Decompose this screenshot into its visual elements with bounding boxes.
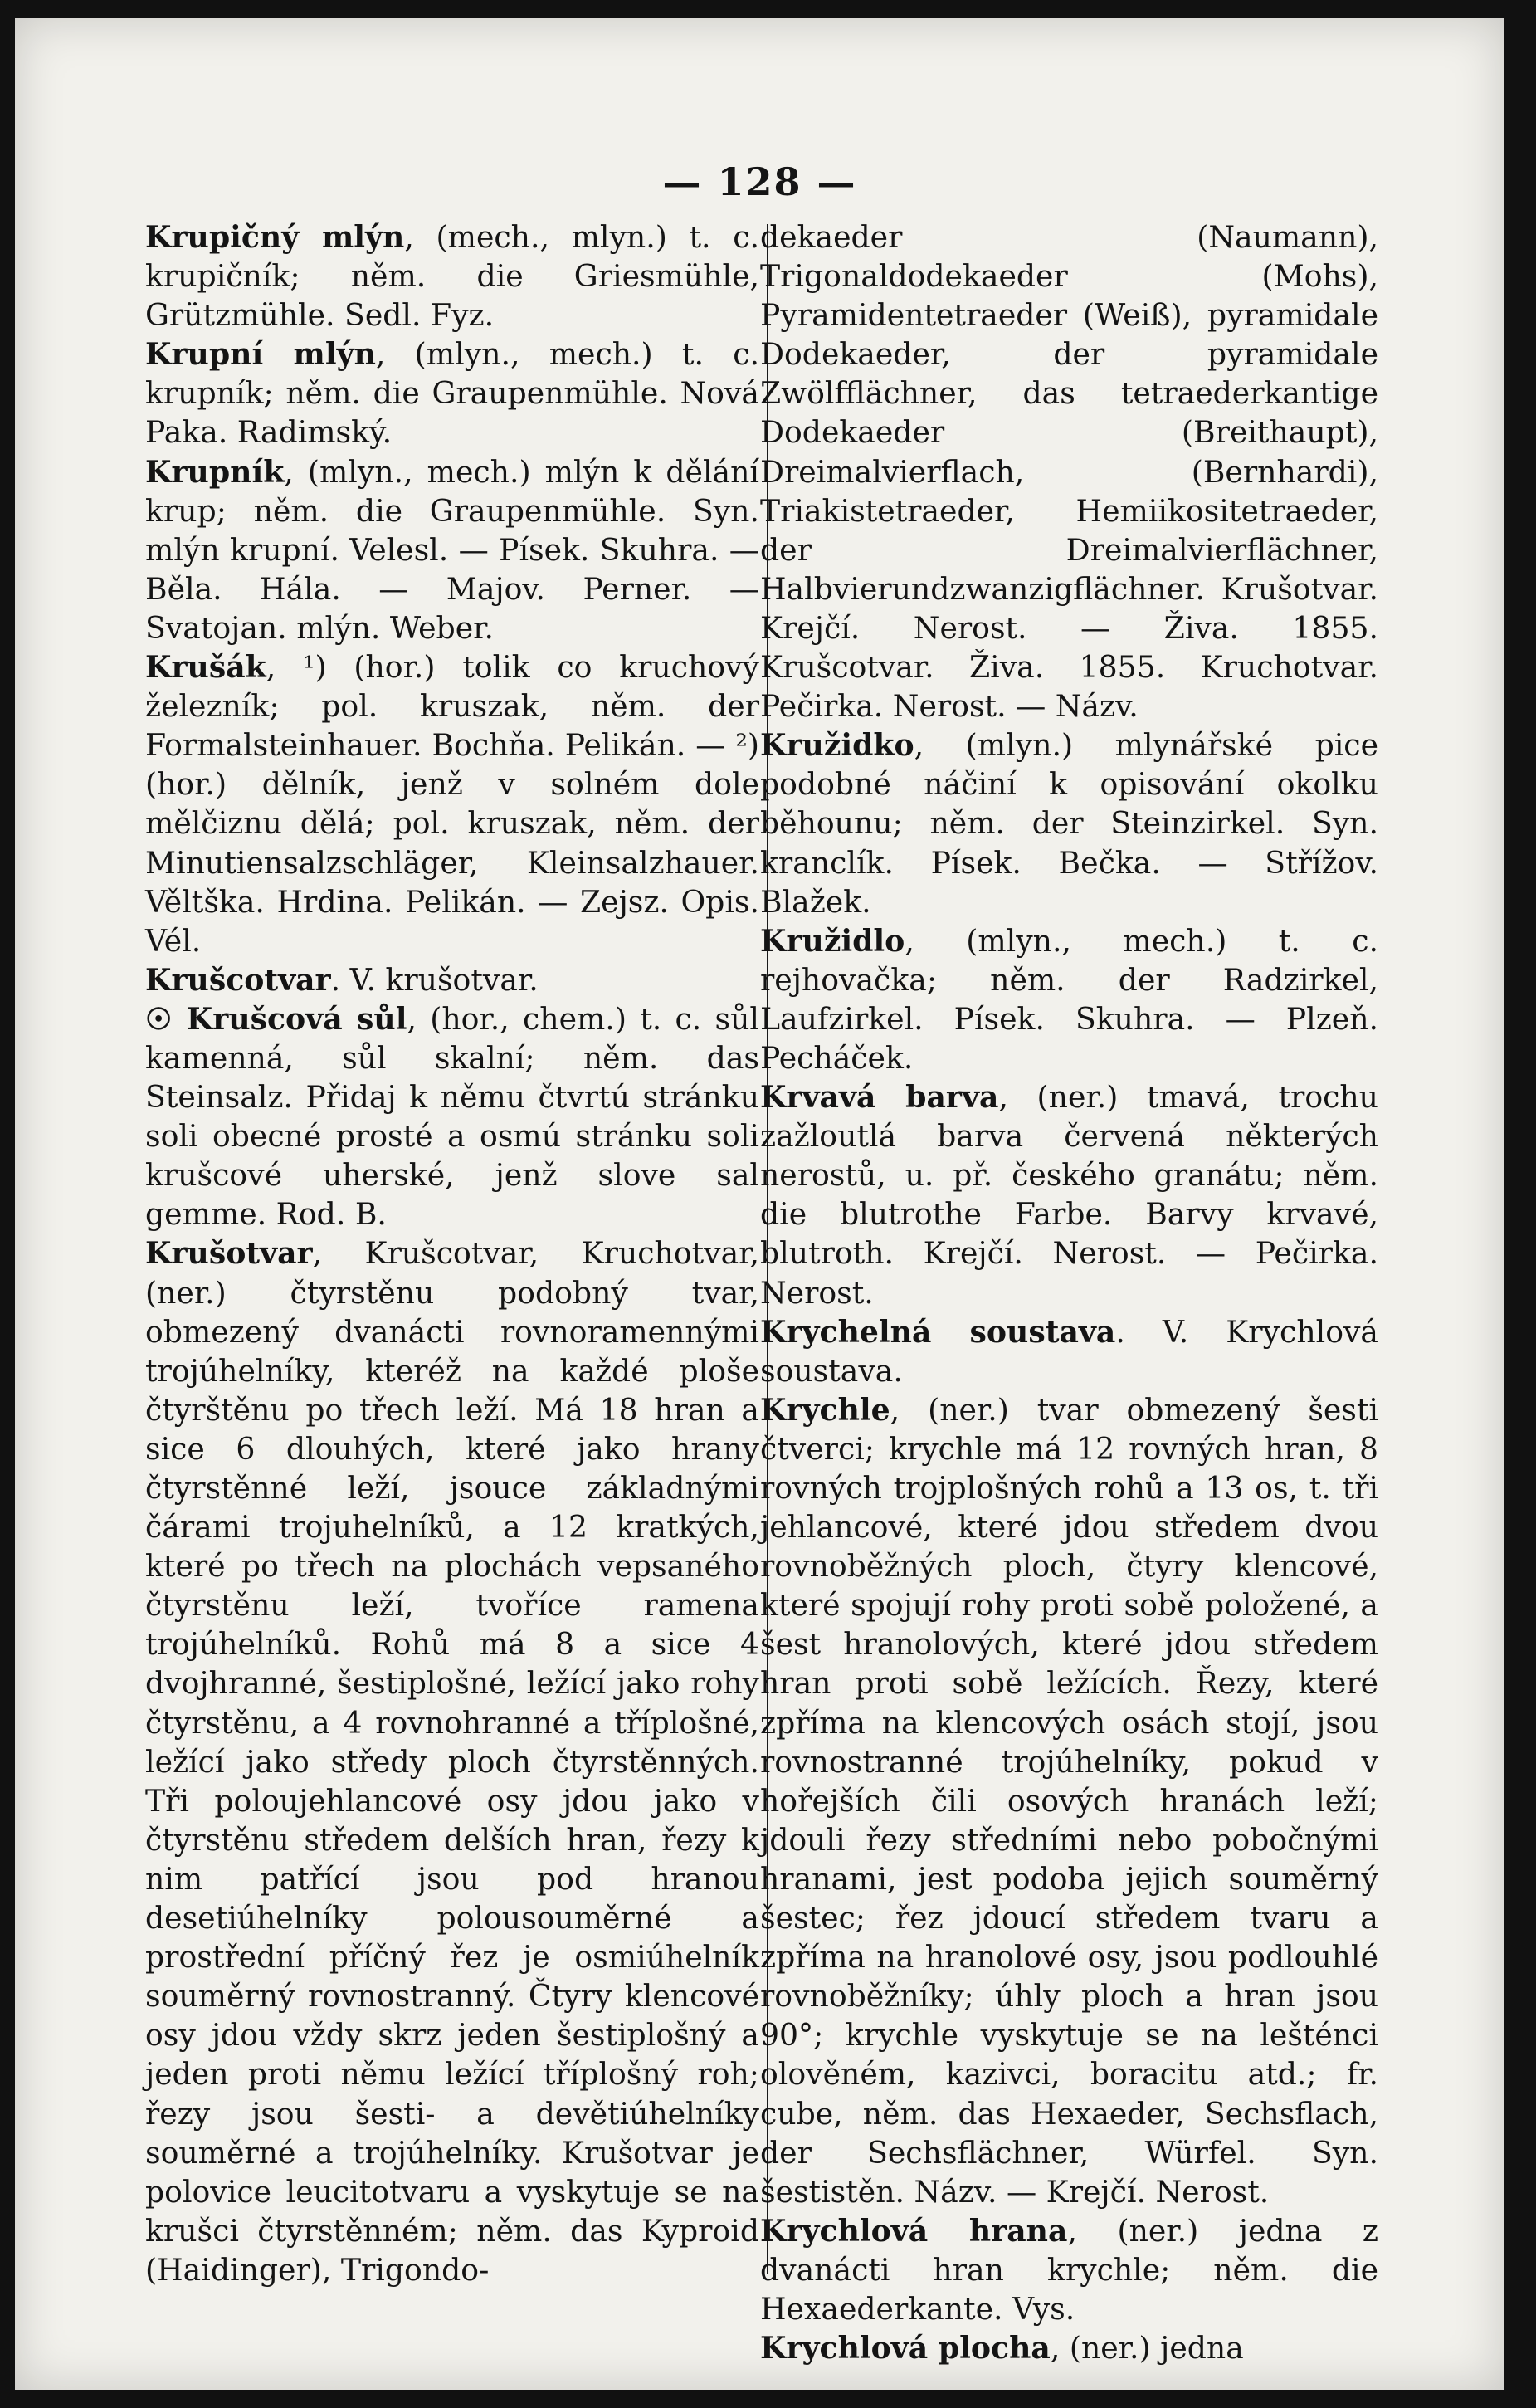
- headword: Krušotvar: [145, 1235, 313, 1272]
- headword: Krupičný mlýn: [145, 219, 405, 255]
- dictionary-entry-krupnik: Krupník, (mlyn., mech.) mlýn k dělání krup; něm. die Graupenmühle. Syn. mlýn krupní. Velesl. — Písek. Skuhra. — Běla. Hála. — Majov. Perner. — Svatojan. mlýn. Weber.: [145, 453, 759, 646]
- right-column: [760, 217, 1378, 2367]
- dictionary-entry-krupni-mlyn: Krupní mlýn, (mlyn., mech.) t. c. krupník; něm. die Graupenmühle. Nová Paka. Radimský.: [145, 336, 759, 451]
- headword: Krupník: [145, 453, 285, 490]
- dictionary-entry-krychlova-plocha: Krychlová plocha, (ner.) jedna: [760, 2330, 1244, 2366]
- dictionary-entry-krychle: Krychle, (ner.) tvar obmezený šesti čtverci; krychle má 12 rovných hran, 8 rovných trojplošných rohů a 13 os, t. tři jehlancové, které jdou středem dvou rovnoběžných ploch, čtyry klencové, které spojují rohy proti sobě položené, a šest hranolových, které jdou středem hran proti sobě ležících. Řezy, které zpříma na klencových osách stojí, jsou rovnostranné trojúhelníky, pokud v hořejších čili osových hranách leží; jdouli řezy středními nebo pobočnými hranami, jest podoba jejich souměrný šestec; řez jdoucí středem tvaru a zpříma na hranolové osy, jsou podlouhlé rovnoběžníky; úhly ploch a hran jsou 90°; krychle vyskytuje se na lešténci olověném, kazivci, boracitu atd.; fr. cube, něm. das Hexaeder, Sechsflach, der Sechsflächner, Würfel. Syn. šestistěn. Názv. — Krejčí. Nerost.: [760, 1391, 1378, 2210]
- headword: Krychlová plocha: [760, 2330, 1051, 2366]
- headword: ☉ Krušcová sůl: [145, 1000, 407, 1037]
- headword: Krušcotvar: [145, 961, 331, 998]
- headword: Kružidko: [760, 727, 914, 764]
- dictionary-entry-kruzidko: Kružidko, (mlyn.) mlynářské pice podobné náčiní k opisování okolku běhounu; něm. der Steinzirkel. Syn. kranclík. Písek. Bečka. — Střížov. Blažek.: [760, 727, 1378, 920]
- headword: Krušák: [145, 649, 266, 686]
- dictionary-entry-krusak: Krušák, ¹) (hor.) tolik co kruchový železník; pol. kruszak, něm. der Formalsteinhauer. Bochňa. Pelikán. — ²) (hor.) dělník, jenž v solném dole mělčiznu dělá; pol. kruszak, něm. der Minutiensalzschläger, Kleinsalzhauer. Věltška. Hrdina. Pelikán. — Zejsz. Opis. Vél.: [145, 649, 759, 959]
- headword: Krychelná soustava: [760, 1313, 1116, 1350]
- headword: Krupní mlýn: [145, 336, 376, 373]
- headword: Krychlová hrana: [760, 2212, 1068, 2249]
- dictionary-entry-krvava-barva: Krvavá barva, (ner.) tmavá, trochu zažloutlá barva červená některých nerostů, u. př. českého granátu; něm. die blutrothe Farbe. Barvy krvavé, blutroth. Krejčí. Nerost. — Pečirka. Nerost.: [760, 1079, 1378, 1311]
- headword: Krychle: [760, 1391, 890, 1428]
- dictionary-entry-krupicny-mlyn: Krupičný mlýn, (mech., mlyn.) t. c. krupičník; něm. die Griesmühle, Grützmühle. Sedl. Fyz.: [145, 219, 759, 334]
- dictionary-entry-krychelna-soustava: Krychelná soustava. V. Krychlová soustava.: [760, 1313, 1378, 1389]
- page-number: — 128 —: [662, 159, 857, 204]
- dictionary-entry-kruscotvar-ref: Krušcotvar. V. krušotvar.: [145, 961, 539, 998]
- dictionary-entry-continuation: dekaeder (Naumann), Trigonaldodekaeder (Mohs), Pyramidentetraeder (Weiß), pyramidale Dodekaeder, der pyramidale Zwölfflächner, das tetraederkantige Dodekaeder (Breithaupt), Dreimalvierflach, (Bernhardi), Triakistetraeder, Hemiikositetraeder, der Dreimalvierflächner, Halbvierundzwanzigflächner. Krušotvar. Krejčí. Nerost. — Živa. 1855. Krušcotvar. Živa. 1855. Kruchotvar. Pečirka. Nerost. — Názv.: [760, 219, 1378, 725]
- headword: Kružidlo: [760, 922, 905, 959]
- dictionary-entry-kruscova-sul: ☉ Krušcová sůl, (hor., chem.) t. c. sůl kamenná, sůl skalní; něm. das Steinsalz. Přidaj k němu čtvrtú stránku soli obecné prosté a osmú stránku soli krušcové uherské, jenž slove sal gemme. Rod. B.: [145, 1000, 759, 1233]
- left-column: [145, 217, 759, 2289]
- dictionary-entry-krychlova-hrana: Krychlová hrana, (ner.) jedna z dvanácti hran krychle; něm. die Hexaederkante. Vys.: [760, 2212, 1378, 2327]
- dictionary-entry-krusotvar: Krušotvar, Krušcotvar, Kruchotvar, (ner.) čtyrstěnu podobný tvar, obmezený dvanácti rovnoramennými trojúhelníky, kteréž na každé ploše čtyrštěnu po třech leží. Má 18 hran a sice 6 dlouhých, které jako hrany čtyrstěnné leží, jsouce základnými čárami trojuhelníků, a 12 kratkých, které po třech na plochách vepsaného čtyrstěnu leží, tvoříce ramena trojúhelníků. Rohů má 8 a sice 4 dvojhranné, šestiplošné, ležící jako rohy čtyrstěnu, a 4 rovnohranné a tříplošné, ležící jako středy ploch čtyrstěnných. Tři poloujehlancové osy jdou jako v čtyrstěnu středem delších hran, řezy k nim patřící jsou pod hranou desetiúhelníky polousouměrné a prostřední příčný řez je osmiúhelník souměrný rovnostranný. Čtyry klencové osy jdou vždy skrz jeden šestiplošný a jeden proti němu ležící tříplošný roh; řezy jsou šesti- a devětiúhelníky souměrné a trojúhelníky. Krušotvar je polovice leucitotvaru a vyskytuje se na krušci čtyrstěnném; něm. das Kyproid (Haidinger), Trigondo-: [145, 1235, 759, 2288]
- headword: Krvavá barva: [760, 1079, 999, 1116]
- dictionary-entry-kruzidlo: Kružidlo, (mlyn., mech.) t. c. rejhovačka; něm. der Radzirkel, Laufzirkel. Písek. Skuhra. — Plzeň. Pecháček.: [760, 922, 1378, 1076]
